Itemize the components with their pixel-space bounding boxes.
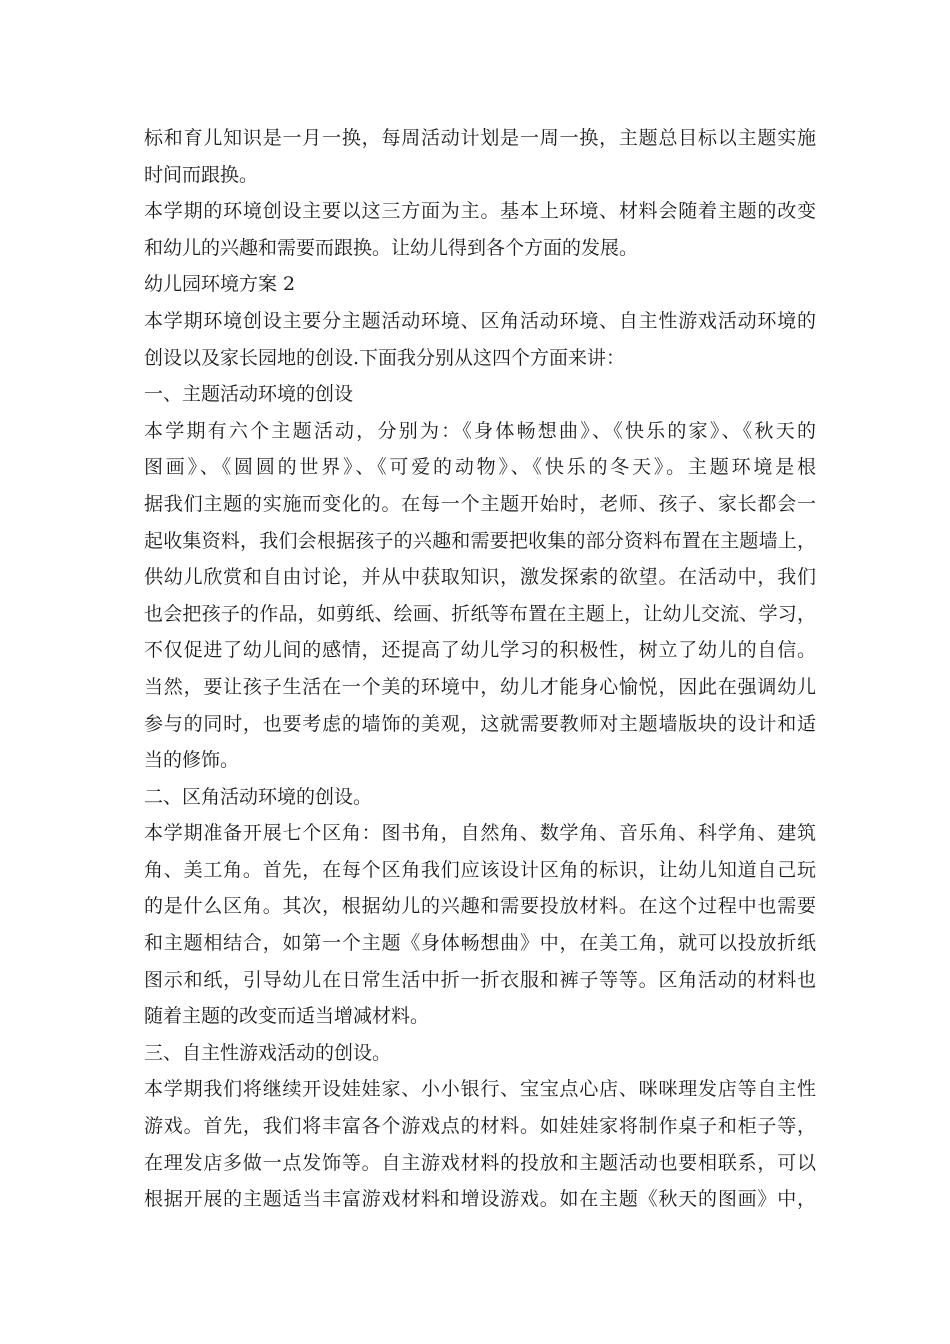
- text-line: 供幼儿欣赏和自由讨论，并从中获取知识，激发探索的欲望。在活动中，我们: [144, 566, 816, 589]
- text-line: 当然，要让孩子生活在一个美的环境中，幼儿才能身心愉悦，因此在强调幼儿: [144, 675, 816, 698]
- text-line: 创设以及家长园地的创设.下面我分别从这四个方面来讲：: [144, 346, 626, 369]
- document-body: [144, 120, 816, 1218]
- text-line: 角、美工角。首先，在每个区角我们应该设计区角的标识，让幼儿知道自己玩: [144, 858, 816, 881]
- text-line: 在理发店多做一点发饰等。自主游戏材料的投放和主题活动也要相联系，可以: [144, 1151, 816, 1174]
- text-line: 图示和纸，引导幼儿在日常生活中折一折衣服和裤子等等。区角活动的材料也: [144, 968, 816, 991]
- text-line: 不仅促进了幼儿间的感情，还提高了幼儿学习的积极性，树立了幼儿的自信。: [144, 639, 816, 662]
- text-line: 标和育儿知识是一月一换，每周活动计划是一周一换，主题总目标以主题实施: [144, 127, 816, 149]
- subsection-heading: 一、主题活动环境的创设: [144, 383, 354, 406]
- text-line: 本学期环境创设主要分主题活动环境、区角活动环境、自主性游戏活动环境的: [144, 309, 816, 332]
- text-line: 本学期有六个主题活动，分别为：《身体畅想曲》、《快乐的家》、《秋天的: [144, 419, 816, 442]
- text-line: 根据开展的主题适当丰富游戏材料和增设游戏。如在主题《秋天的图画》中，: [144, 1188, 816, 1211]
- text-line: 当的修饰。: [144, 749, 240, 772]
- subsection-heading: 二、区角活动环境的创设。: [144, 785, 373, 808]
- text-line: 本学期准备开展七个区角：图书角，自然角、数学角、音乐角、科学角、建筑: [144, 822, 816, 845]
- text-line: 参与的同时，也要考虑的墙饰的美观，这就需要教师对主题墙版块的设计和适: [144, 712, 816, 735]
- text-line: 时间而跟换。: [144, 163, 259, 186]
- text-line: 和主题相结合，如第一个主题《身体畅想曲》中，在美工角，就可以投放折纸: [144, 932, 816, 955]
- text-line: 本学期的环境创设主要以这三方面为主。基本上环境、材料会随着主题的改变: [144, 200, 816, 223]
- text-line: 游戏。首先，我们将丰富各个游戏点的材料。如娃娃家将制作桌子和柜子等，: [144, 1115, 816, 1138]
- text-line: 的是什么区角。其次，根据幼儿的兴趣和需要投放材料。在这个过程中也需要: [144, 895, 816, 918]
- text-line: 也会把孩子的作品，如剪纸、绘画、折纸等布置在主题上，让幼儿交流、学习，: [144, 602, 816, 625]
- text-line: 和幼儿的兴趣和需要而跟换。让幼儿得到各个方面的发展。: [144, 236, 639, 259]
- text-line: 本学期我们将继续开设娃娃家、小小银行、宝宝点心店、咪咪理发店等自主性: [144, 1078, 816, 1101]
- text-line: 随着主题的改变而适当增减材料。: [144, 1005, 430, 1028]
- subsection-heading: 三、自主性游戏活动的创设。: [144, 1041, 392, 1064]
- text-line: 图画》、《圆圆的世界》、《可爱的动物》、《快乐的冬天》。主题环境是根: [144, 456, 816, 479]
- text-line: 据我们主题的实施而变化的。在每一个主题开始时，老师、孩子、家长都会一: [144, 492, 816, 515]
- section-heading: 幼儿园环境方案 2: [144, 273, 296, 296]
- text-line: 起收集资料，我们会根据孩子的兴趣和需要把收集的部分资料布置在主题墙上，: [144, 529, 816, 552]
